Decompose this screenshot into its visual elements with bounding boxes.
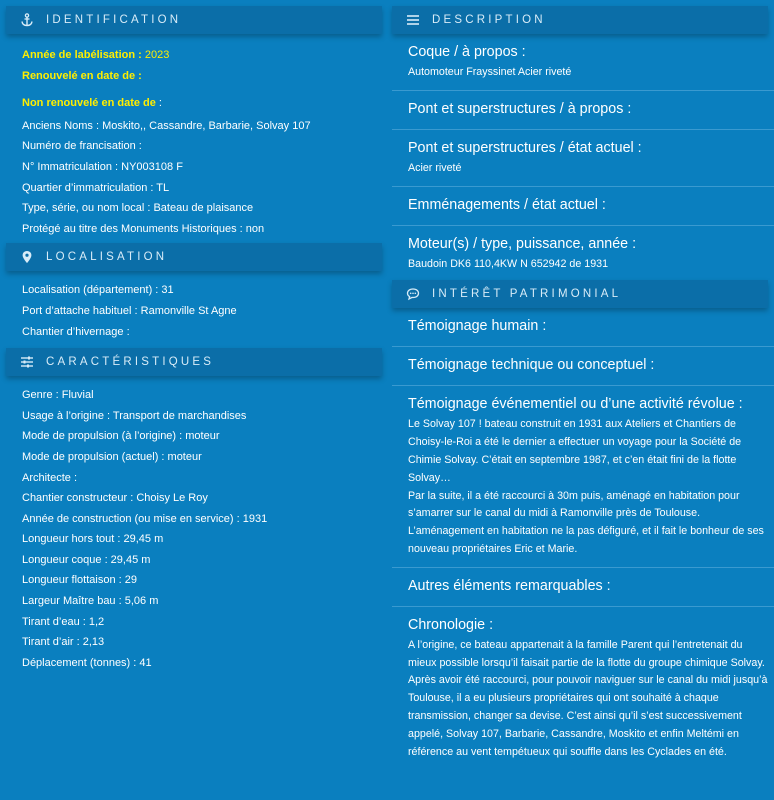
caracteristiques-row: Genre : Fluvial xyxy=(22,389,94,402)
description-block-text: Baudoin DK6 110,4KW N 652942 de 1931 xyxy=(408,257,609,270)
description-block-title: Emménagements / état actuel : xyxy=(408,196,606,213)
identification-label: Numéro de francisation : xyxy=(22,140,142,153)
interet-block-paragraph: Par la suite, il a été raccourci à 30m puis, aménagé en habitation pour s’amarrer sur le canal du midi à Ramonville près de Toulouse. xyxy=(408,489,740,520)
caracteristiques-row: Architecte : xyxy=(22,471,78,484)
interet-block xyxy=(392,568,774,598)
description-block xyxy=(392,34,774,82)
interet-block-title: Témoignage événementiel ou d’une activité révolue : xyxy=(408,396,743,413)
caracteristiques-row: Mode de propulsion (à l’origine) : moteur xyxy=(22,430,220,443)
identification-label: Non renouvelé en date de xyxy=(22,97,156,110)
description-header xyxy=(392,6,768,34)
description-block xyxy=(392,226,774,274)
caracteristiques-row: Année de construction (ou mise en service) : 1931 xyxy=(22,512,268,525)
interet-block-paragraph: A l’origine, ce bateau appartenait à la famille Parent qui l’entretenait du mieux possible lorsqu’il faisait partie de la flotte du groupe chimique Solvay. xyxy=(408,638,765,669)
caracteristiques-row: Longueur hors tout : 29,45 m xyxy=(22,533,164,546)
localisation-list xyxy=(0,280,390,342)
anchor-icon xyxy=(20,13,34,27)
caracteristiques-list xyxy=(0,385,390,673)
interet-block xyxy=(392,347,774,377)
identification-label: Année de labélisation : xyxy=(22,49,142,61)
interet-block-paragraph: Le Solvay 107 ! bateau construit en 1931 aux Ateliers et Chantiers de Choisy-le-Roi a été le dernier a effectuer un voyage pour la Société de Chimie Solvay. C’était en septembre 1987, et c’en était fini de la flotte Solvay… xyxy=(408,418,742,484)
caracteristiques-header xyxy=(6,348,382,376)
identification-row xyxy=(0,93,390,114)
description-block xyxy=(392,130,774,178)
description-block xyxy=(392,91,774,121)
interet-block-title: Témoignage technique ou conceptuel : xyxy=(408,357,655,374)
identification-label: Renouvelé en date de : xyxy=(22,69,142,82)
caracteristiques-row: Longueur coque : 29,45 m xyxy=(22,553,151,566)
identification-list xyxy=(0,45,390,239)
description-blocks xyxy=(392,34,774,273)
left-column xyxy=(0,0,390,673)
identification-header xyxy=(6,6,382,34)
interet-block-title: Témoignage humain : xyxy=(408,318,547,335)
interet-blocks xyxy=(392,308,774,761)
identification-label: Protégé au titre des Monuments Historiques : non xyxy=(22,222,265,235)
interet-block-title: Autres éléments remarquables : xyxy=(408,577,611,594)
speech-bubble-icon xyxy=(406,287,420,301)
interet-block-paragraph: Après avoir été raccourci, pour pouvoir naviguer sur le canal du midi jusqu’à Toulouse, il a eu plusieurs propriétaires qui ont souhaité à chaque transmission, changer sa devise. C’est ainsi qu’il s’est successivement appelé, Solvay 107, Barbarie, Cassandre, Moskito et enfin Meltémi en référence au vent tempétueux qui souffle dans les Cyclades en été. xyxy=(408,674,768,758)
caracteristiques-row: Tirant d’air : 2,13 xyxy=(22,636,105,649)
description-block-title: Coque / à propos : xyxy=(408,44,526,60)
caracteristiques-row: Chantier constructeur : Choisy Le Roy xyxy=(22,492,208,505)
identification-value: : xyxy=(155,97,162,110)
caracteristiques-row: Longueur flottaison : 29 xyxy=(22,574,137,587)
identification-row xyxy=(0,198,390,219)
interet-block-title: Chronologie : xyxy=(408,616,494,633)
description-block-title: Moteur(s) / type, puissance, année : xyxy=(408,235,637,252)
interet-block xyxy=(392,308,774,338)
localisation-row: Port d’attache habituel : Ramonville St Agne xyxy=(22,304,237,317)
description-block-title: Pont et superstructures / état actuel : xyxy=(408,139,642,156)
localisation-header xyxy=(6,243,382,271)
identification-value: 2023 xyxy=(141,49,170,61)
caracteristiques-row: Mode de propulsion (actuel) : moteur xyxy=(22,450,202,463)
description-block xyxy=(392,187,774,217)
description-title: DESCRIPTION xyxy=(432,14,546,26)
interet-title: INTÉRÊT PATRIMONIAL xyxy=(432,288,622,301)
sliders-icon xyxy=(20,355,34,369)
identification-row xyxy=(0,157,390,178)
caracteristiques-row: Largeur Maître bau : 5,06 m xyxy=(22,595,159,608)
localisation-row: Localisation (département) : 31 xyxy=(22,284,174,297)
interet-header xyxy=(392,280,768,308)
identification-label: Quartier d’immatriculation : TL xyxy=(22,181,170,194)
identification-row xyxy=(0,178,390,199)
identification-title: IDENTIFICATION xyxy=(46,14,182,26)
identification-row xyxy=(0,219,390,240)
identification-row xyxy=(0,66,390,87)
interet-block xyxy=(392,386,774,558)
caracteristiques-row: Tirant d’eau : 1,2 xyxy=(22,615,105,628)
localisation-row: Chantier d’hivernage : xyxy=(22,325,130,338)
description-block-text: Automoteur Frayssinet Acier riveté xyxy=(408,66,572,78)
description-block-title: Pont et superstructures / à propos : xyxy=(408,100,632,117)
localisation-title: LOCALISATION xyxy=(46,251,168,264)
description-block-text: Acier riveté xyxy=(408,161,462,174)
caracteristiques-row: Usage à l’origine : Transport de marchandises xyxy=(22,409,247,422)
interet-block xyxy=(392,607,774,762)
identification-label: Anciens Noms : Moskito,, Cassandre, Barbarie, Solvay 107 xyxy=(22,119,311,132)
identification-row xyxy=(0,45,390,66)
caracteristiques-title: CARACTÉRISTIQUES xyxy=(46,356,215,369)
right-column xyxy=(392,0,774,761)
interet-block-paragraph: L’aménagement en habitation ne la pas défiguré, et il fait le bonheur de ses nouveau propriétaires Eric et Marie. xyxy=(408,525,764,555)
identification-row xyxy=(0,136,390,157)
map-pin-icon xyxy=(20,250,34,264)
identification-row xyxy=(0,116,390,137)
list-icon xyxy=(406,13,420,27)
caracteristiques-row: Déplacement (tonnes) : 41 xyxy=(22,656,152,669)
identification-label: N° Immatriculation : NY003108 F xyxy=(22,160,183,173)
identification-label: Type, série, ou nom local : Bateau de plaisance xyxy=(22,202,254,215)
